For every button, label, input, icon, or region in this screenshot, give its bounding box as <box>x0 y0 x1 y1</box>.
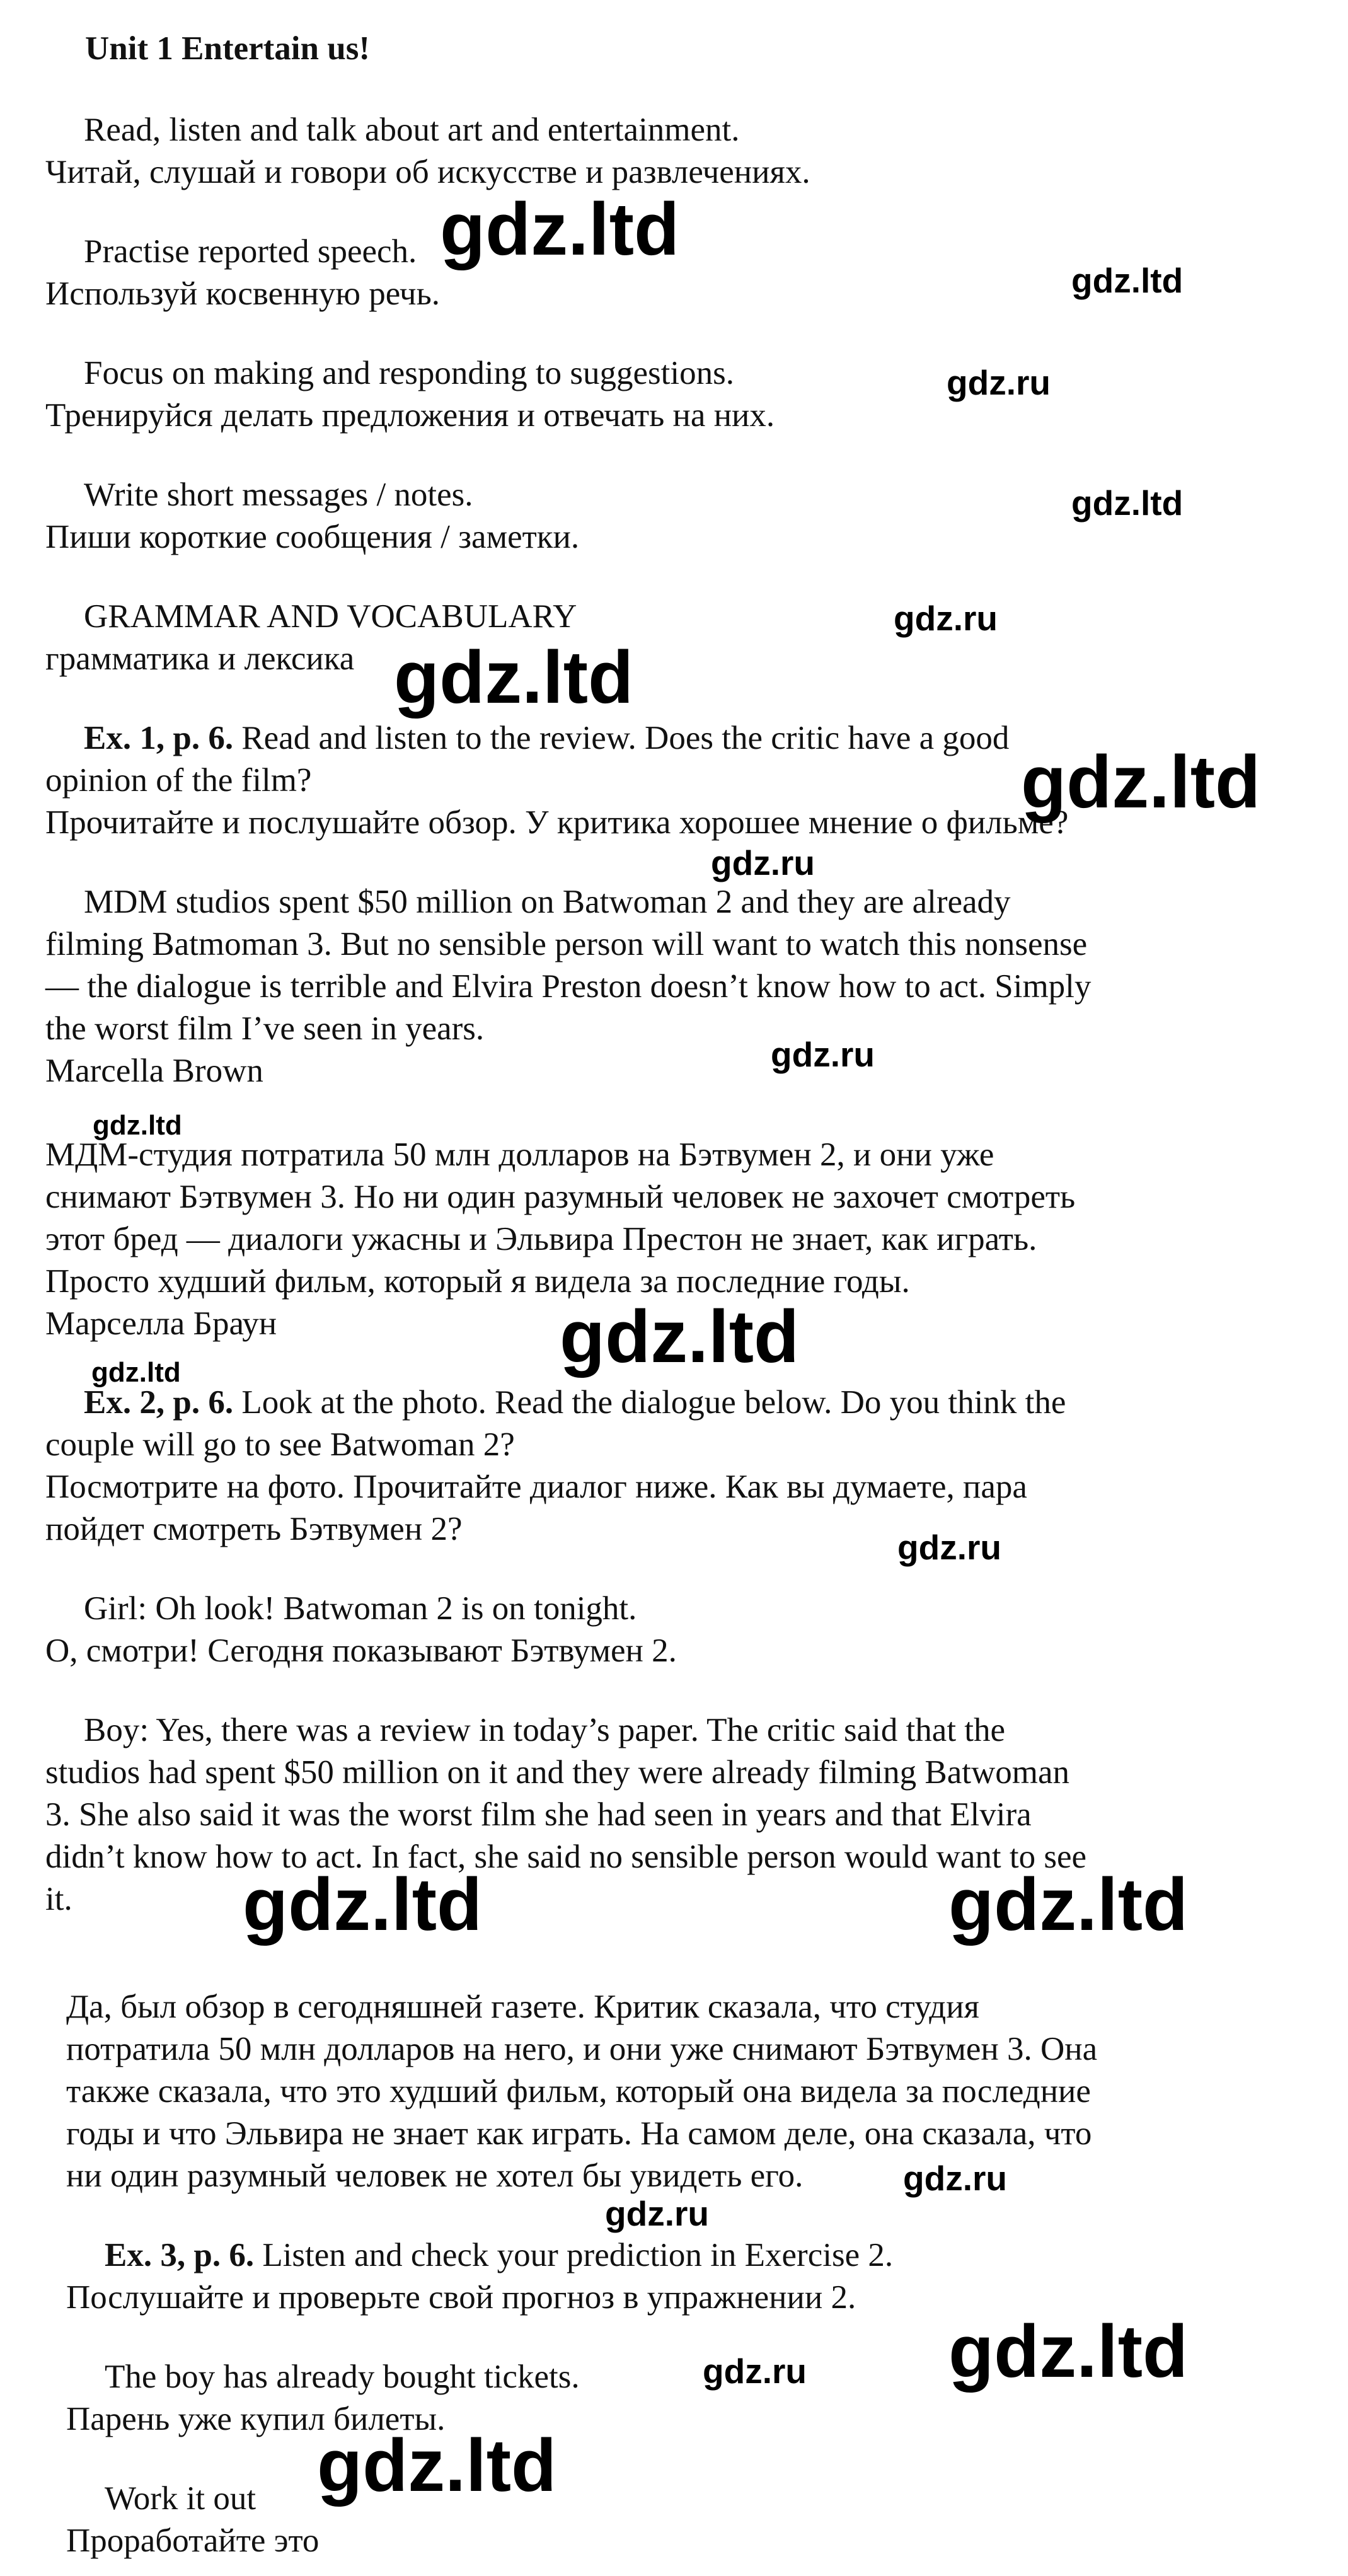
review-en-line: MDM studios spent $50 million on Batwoman 2 and they are already <box>84 884 1011 920</box>
watermark-gdz-ltd: gdz.ltd <box>91 1357 181 1388</box>
watermark-gdz-ltd: gdz.ltd <box>560 1295 800 1378</box>
ex3-task-ru: Послушайте и проверьте свой прогноз в упражнении 2. <box>66 2279 856 2316</box>
objective-1-en: Read, listen and talk about art and entertainment. <box>84 112 740 148</box>
review-en-author: Marcella Brown <box>45 1053 263 1089</box>
watermark-gdz-ltd: gdz.ltd <box>440 188 680 271</box>
boy-ru-line: годы и что Эльвира не знает как играть. На самом деле, она сказала, что <box>66 2115 1092 2152</box>
objective-2-en: Practise reported speech. <box>84 233 417 270</box>
ex2-label: Ex. 2, p. 6. <box>84 1384 234 1421</box>
ex3-label: Ex. 3, p. 6. <box>105 2237 255 2273</box>
review-ru-author: Марселла Браун <box>45 1305 277 1342</box>
watermark-gdz-ltd: gdz.ltd <box>1071 483 1184 523</box>
objective-3-en: Focus on making and responding to suggestions. <box>84 355 734 391</box>
ex1-label: Ex. 1, p. 6. <box>84 720 234 756</box>
watermark-gdz-ru: gdz.ru <box>605 2194 709 2233</box>
section-heading-ru: грамматика и лексика <box>45 640 355 677</box>
watermark-gdz-ltd: gdz.ltd <box>243 1863 483 1946</box>
boy-en-line: studios had spent $50 million on it and they were already filming Batwoman <box>45 1754 1070 1791</box>
boy-ru-line: ни один разумный человек не хотел бы увидеть его. <box>66 2157 804 2194</box>
ex3-answer-ru: Парень уже купил билеты. <box>66 2401 446 2437</box>
watermark-gdz-ru: gdz.ru <box>703 2352 807 2391</box>
ex3-answer-en: The boy has already bought tickets. <box>105 2359 580 2395</box>
watermark-gdz-ltd: gdz.ltd <box>394 636 634 719</box>
ex2-task-en-1: Look at the photo. Read the dialogue below. Do you think the <box>241 1384 1066 1421</box>
review-ru-line: МДМ-студия потратила 50 млн долларов на Бэтвумен 2, и они уже <box>45 1136 994 1173</box>
objective-3-ru: Тренируйся делать предложения и отвечать на них. <box>45 397 775 434</box>
review-en-line: — the dialogue is terrible and Elvira Preston doesn’t know how to act. Simply <box>45 968 1092 1005</box>
objective-2-ru: Используй косвенную речь. <box>45 275 441 312</box>
objective-4-en: Write short messages / notes. <box>84 477 473 513</box>
boy-ru-line: также сказала, что это худший фильм, который она видела за последние <box>66 2073 1091 2110</box>
review-ru-line: Просто худший фильм, который я видела за последние годы. <box>45 1263 910 1300</box>
watermark-gdz-ltd: gdz.ltd <box>1071 261 1184 300</box>
girl-line-en: Girl: Oh look! Batwoman 2 is on tonight. <box>84 1590 637 1627</box>
review-en-line: the worst film I’ve seen in years. <box>45 1010 485 1047</box>
watermark-gdz-ltd: gdz.ltd <box>1021 741 1261 824</box>
boy-en-line: Boy: Yes, there was a review in today’s paper. The critic said that the <box>84 1712 1006 1748</box>
ex1-task-en-2: opinion of the film? <box>45 762 312 799</box>
review-ru-line: этот бред — диалоги ужасны и Эльвира Престон не знает, как играть. <box>45 1221 1037 1257</box>
ex1-task-en-1: Read and listen to the review. Does the critic have a good <box>241 720 1010 756</box>
ex1-task-en-line1 <box>84 717 1009 759</box>
boy-ru-line: потратила 50 млн долларов на него, и они уже снимают Бэтвумен 3. Она <box>66 2031 1098 2067</box>
boy-en-line: 3. She also said it was the worst film she had seen in years and that Elvira <box>45 1796 1032 1833</box>
ex3-task-en: Listen and check your prediction in Exercise 2. <box>262 2237 894 2273</box>
ex1-task-ru: Прочитайте и послушайте обзор. У критика хорошее мнение о фильме? <box>45 804 1069 841</box>
objective-4-ru: Пиши короткие сообщения / заметки. <box>45 519 580 555</box>
work-it-out-ru: Проработайте это <box>66 2522 320 2559</box>
watermark-gdz-ru: gdz.ru <box>771 1035 875 1074</box>
watermark-gdz-ltd: gdz.ltd <box>317 2424 557 2507</box>
watermark-gdz-ltd: gdz.ltd <box>93 1110 182 1141</box>
ex2-task-en-line1 <box>84 1382 1066 1423</box>
review-en-line: filming Batmoman 3. But no sensible person will want to watch this nonsense <box>45 926 1088 962</box>
work-it-out-en: Work it out <box>105 2480 256 2517</box>
ex2-task-ru-2: пойдет смотреть Бэтвумен 2? <box>45 1511 463 1547</box>
watermark-gdz-ru: gdz.ru <box>894 599 998 638</box>
review-ru-line: снимают Бэтвумен 3. Но ни один разумный человек не захочет смотреть <box>45 1179 1076 1215</box>
watermark-gdz-ru: gdz.ru <box>711 843 815 882</box>
boy-en-line: didn’t know how to act. In fact, she said no sensible person would want to see <box>45 1839 1087 1875</box>
watermark-gdz-ltd: gdz.ltd <box>948 1863 1189 1946</box>
objective-1-ru: Читай, слушай и говори об искусстве и развлечениях. <box>45 154 810 190</box>
unit-title: Unit 1 Entertain us! <box>85 30 371 67</box>
watermark-gdz-ru: gdz.ru <box>897 1528 1001 1567</box>
ex2-task-ru-1: Посмотрите на фото. Прочитайте диалог ниже. Как вы думаете, пара <box>45 1469 1027 1505</box>
ex3-task-en-line <box>105 2234 893 2276</box>
section-heading-en: GRAMMAR AND VOCABULARY <box>84 598 577 635</box>
watermark-gdz-ru: gdz.ru <box>947 363 1051 402</box>
boy-en-line: it. <box>45 1881 72 1917</box>
ex2-task-en-2: couple will go to see Batwoman 2? <box>45 1426 515 1463</box>
girl-line-ru: О, смотри! Сегодня показывают Бэтвумен 2. <box>45 1632 677 1669</box>
watermark-gdz-ru: gdz.ru <box>903 2159 1007 2198</box>
watermark-gdz-ltd: gdz.ltd <box>948 2310 1189 2393</box>
boy-ru-line: Да, был обзор в сегодняшней газете. Критик сказала, что студия <box>66 1989 979 2025</box>
